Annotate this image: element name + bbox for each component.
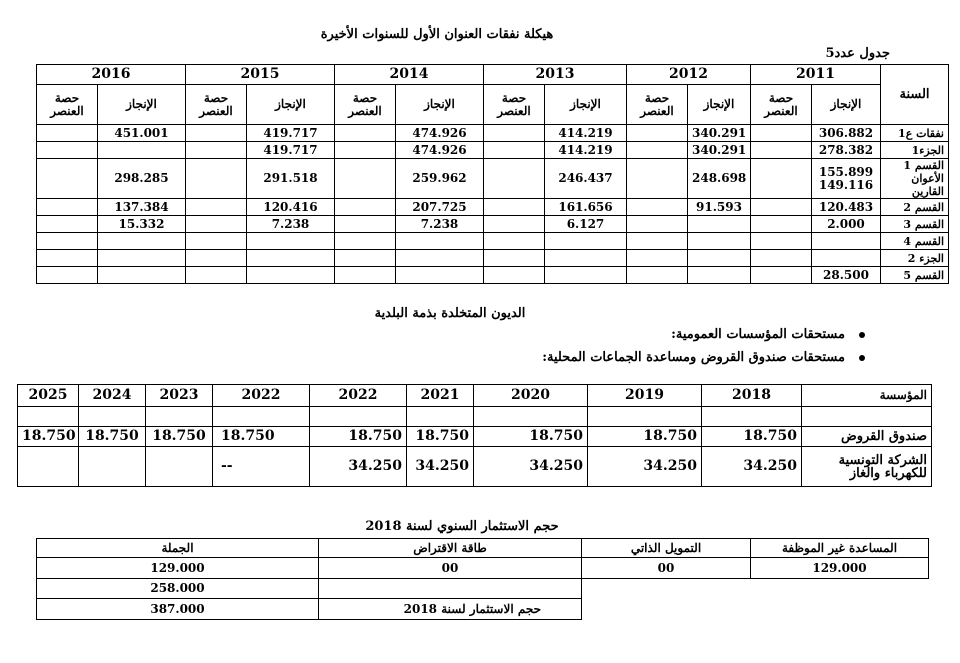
cell-achieve: 259.962	[396, 159, 484, 199]
cell-achieve: 340.291	[688, 125, 751, 142]
cell-value: 34.250	[474, 447, 588, 487]
bullet-loan-fund	[480, 350, 865, 365]
year-header: 2016	[37, 65, 186, 85]
cell-achieve	[98, 142, 186, 159]
cell-share	[627, 125, 688, 142]
cell-value: 34.250	[407, 447, 474, 487]
cell-value: --	[213, 447, 310, 487]
cell-share	[484, 159, 545, 199]
cell-share	[186, 250, 247, 267]
year-header: 2021	[407, 385, 474, 407]
cell-value	[18, 447, 79, 487]
col-share: حصة العنصر	[627, 85, 688, 125]
investment-table	[36, 538, 929, 620]
cell-achieve	[545, 267, 627, 284]
cell-value: 18.750	[588, 427, 702, 447]
cell-blank	[582, 599, 751, 620]
cell-share	[751, 199, 812, 216]
cell-achieve: 120.483	[812, 199, 881, 216]
cell-value: 129.000	[751, 558, 929, 579]
cell-value: 129.000	[37, 558, 319, 579]
cell-share	[37, 199, 98, 216]
table-row	[18, 407, 932, 427]
cell-value	[146, 447, 213, 487]
year-header: 2014	[335, 65, 484, 85]
table-caption: جدول عدد5	[825, 46, 890, 61]
cell-achieve: 419.717	[247, 125, 335, 142]
cell-share	[37, 142, 98, 159]
col-share: حصة العنصر	[335, 85, 396, 125]
cell-achieve	[812, 233, 881, 250]
col-share: حصة العنصر	[751, 85, 812, 125]
table-row	[37, 125, 949, 142]
cell-value: 18.750	[213, 427, 310, 447]
cell-value: 34.250	[310, 447, 407, 487]
cell-value	[588, 407, 702, 427]
cell-achieve	[98, 233, 186, 250]
cell-achieve	[545, 250, 627, 267]
cell-share	[335, 250, 396, 267]
cell-share	[335, 199, 396, 216]
cell-value: 34.250	[588, 447, 702, 487]
row-label: حجم الاستثمار لسنة 2018	[319, 599, 582, 620]
cell-share	[37, 233, 98, 250]
cell-blank	[751, 579, 929, 599]
cell-share	[751, 159, 812, 199]
col-achieve: الإنجاز	[812, 85, 881, 125]
row-label: الجزء 2	[881, 250, 949, 267]
col-achieve: الإنجاز	[247, 85, 335, 125]
table-row	[18, 447, 932, 487]
cell-achieve: 414.219	[545, 125, 627, 142]
cell-share	[186, 125, 247, 142]
header-borrowing: طاقة الاقتراض	[319, 539, 582, 558]
debts-table	[17, 384, 932, 487]
cell-achieve: 306.882	[812, 125, 881, 142]
cell-share	[484, 216, 545, 233]
cell-share	[627, 267, 688, 284]
cell-blank	[582, 579, 751, 599]
cell-share	[484, 267, 545, 284]
cell-achieve	[247, 267, 335, 284]
bullet-text: مستحقات صندوق القروض ومساعدة الجماعات المحلية:	[542, 350, 845, 365]
cell-achieve: 155.899 149.116	[812, 159, 881, 199]
cell-achieve: 414.219	[545, 142, 627, 159]
cell-achieve	[688, 250, 751, 267]
cell-share	[484, 250, 545, 267]
year-header: 2013	[484, 65, 627, 85]
cell-share	[186, 267, 247, 284]
cell-achieve	[396, 267, 484, 284]
cell-share	[484, 233, 545, 250]
row-label	[802, 407, 932, 427]
cell-achieve: 298.285	[98, 159, 186, 199]
table-row	[37, 142, 949, 159]
cell-share	[37, 250, 98, 267]
header-unassigned-aid: المساعدة غير الموظفة	[751, 539, 929, 558]
cell-achieve	[98, 250, 186, 267]
cell-achieve: 207.725	[396, 199, 484, 216]
cell-share	[751, 125, 812, 142]
cell-share	[751, 250, 812, 267]
cell-achieve: 28.500	[812, 267, 881, 284]
cell-share	[186, 233, 247, 250]
row-label: القسم 1 الأعوان القارين	[881, 159, 949, 199]
year-header: 2022	[213, 385, 310, 407]
cell-share	[186, 199, 247, 216]
cell-value	[79, 447, 146, 487]
cell-share	[627, 250, 688, 267]
bullet-text: مستحقات المؤسسات العمومية:	[671, 327, 845, 342]
cell-share	[186, 159, 247, 199]
row-label: القسم 2	[881, 199, 949, 216]
table-row	[18, 427, 932, 447]
cell-achieve: 7.238	[396, 216, 484, 233]
cell-value	[310, 407, 407, 427]
year-header: 2015	[186, 65, 335, 85]
row-label: الشركة التونسية للكهرباء والغاز	[802, 447, 932, 487]
year-header: 2019	[588, 385, 702, 407]
bullet-dot-icon	[859, 355, 865, 361]
year-header: 2018	[702, 385, 802, 407]
table-row	[37, 199, 949, 216]
expenses-table	[36, 64, 949, 284]
cell-share	[627, 142, 688, 159]
row-label: نفقات ع1	[881, 125, 949, 142]
row-label: القسم 5	[881, 267, 949, 284]
table-row	[37, 267, 949, 284]
header-total: الجملة	[37, 539, 319, 558]
year-header: 2020	[474, 385, 588, 407]
cell-value: 18.750	[702, 427, 802, 447]
header-row	[18, 385, 932, 407]
cell-blank	[751, 599, 929, 620]
cell-share	[335, 125, 396, 142]
cell-achieve: 291.518	[247, 159, 335, 199]
cell-achieve	[812, 250, 881, 267]
year-header: 2025	[18, 385, 79, 407]
cell-share	[37, 159, 98, 199]
cell-value: 18.750	[79, 427, 146, 447]
col-achieve: الإنجاز	[98, 85, 186, 125]
cell-share	[627, 159, 688, 199]
cell-achieve: 120.416	[247, 199, 335, 216]
cell-share	[186, 216, 247, 233]
bullet-dot-icon	[859, 332, 865, 338]
cell-share	[335, 216, 396, 233]
year-header: 2012	[627, 65, 751, 85]
cell-achieve: 246.437	[545, 159, 627, 199]
col-achieve: الإنجاز	[688, 85, 751, 125]
cell-achieve	[688, 216, 751, 233]
cell-share	[335, 159, 396, 199]
cell-value: 387.000	[37, 599, 319, 620]
cell-achieve: 137.384	[98, 199, 186, 216]
cell-value: 18.750	[18, 427, 79, 447]
row-label: الجزء1	[881, 142, 949, 159]
title-expenses-structure: هيكلة نفقات العنوان الأول للسنوات الأخيرة	[320, 27, 554, 42]
cell-achieve: 451.001	[98, 125, 186, 142]
cell-value: 00	[582, 558, 751, 579]
cell-share	[37, 125, 98, 142]
col-share: حصة العنصر	[37, 85, 98, 125]
cell-achieve: 474.926	[396, 125, 484, 142]
cell-share	[335, 142, 396, 159]
cell-value: 18.750	[407, 427, 474, 447]
cell-achieve: 419.717	[247, 142, 335, 159]
cell-share	[484, 142, 545, 159]
cell-achieve	[396, 233, 484, 250]
cell-share	[627, 199, 688, 216]
cell-achieve: 161.656	[545, 199, 627, 216]
cell-value	[146, 407, 213, 427]
cell-share	[484, 125, 545, 142]
cell-share	[186, 142, 247, 159]
cell-achieve: 2.000	[812, 216, 881, 233]
cell-value: 18.750	[146, 427, 213, 447]
cell-achieve: 248.698	[688, 159, 751, 199]
cell-achieve	[688, 233, 751, 250]
cell-value	[474, 407, 588, 427]
table-row	[37, 216, 949, 233]
cell-share	[751, 142, 812, 159]
cell-share	[751, 233, 812, 250]
cell-value	[18, 407, 79, 427]
cell-value	[407, 407, 474, 427]
row-label: القسم 4	[881, 233, 949, 250]
year-label: السنة	[881, 65, 949, 125]
cell-achieve	[688, 267, 751, 284]
cell-share	[627, 233, 688, 250]
cell-achieve: 340.291	[688, 142, 751, 159]
cell-value: 258.000	[37, 579, 319, 599]
cell-share	[335, 267, 396, 284]
table-row	[37, 159, 949, 199]
cell-achieve: 6.127	[545, 216, 627, 233]
year-header: 2022	[310, 385, 407, 407]
table-row	[37, 233, 949, 250]
header-self-financing: التمويل الذاتي	[582, 539, 751, 558]
year-header: 2024	[79, 385, 146, 407]
institution-label: المؤسسة	[802, 385, 932, 407]
title-debts: الديون المتخلدة بذمة البلدية	[374, 306, 526, 321]
cell-value: 34.250	[702, 447, 802, 487]
col-achieve: الإنجاز	[545, 85, 627, 125]
bullet-public-institutions	[560, 327, 865, 342]
cell-share	[37, 267, 98, 284]
cell-value: 00	[319, 558, 582, 579]
cell-achieve: 7.238	[247, 216, 335, 233]
cell-empty	[319, 579, 582, 599]
cell-achieve	[98, 267, 186, 284]
cell-achieve: 91.593	[688, 199, 751, 216]
cell-share	[335, 233, 396, 250]
cell-achieve	[247, 250, 335, 267]
cell-achieve: 278.382	[812, 142, 881, 159]
cell-value	[79, 407, 146, 427]
cell-achieve: 15.332	[98, 216, 186, 233]
cell-value: 18.750	[310, 427, 407, 447]
cell-share	[37, 216, 98, 233]
cell-value: 18.750	[474, 427, 588, 447]
cell-share	[484, 199, 545, 216]
cell-achieve	[247, 233, 335, 250]
cell-achieve	[545, 233, 627, 250]
title-investment: حجم الاستثمار السنوي لسنة 2018	[365, 519, 559, 534]
row-label: القسم 3	[881, 216, 949, 233]
row-label: صندوق القروض	[802, 427, 932, 447]
cell-share	[751, 216, 812, 233]
col-achieve: الإنجاز	[396, 85, 484, 125]
col-share: حصة العنصر	[484, 85, 545, 125]
cell-achieve: 474.926	[396, 142, 484, 159]
year-header: 2011	[751, 65, 881, 85]
cell-share	[627, 216, 688, 233]
cell-achieve	[396, 250, 484, 267]
table-row	[37, 250, 949, 267]
year-header: 2023	[146, 385, 213, 407]
cell-value	[213, 407, 310, 427]
cell-value	[702, 407, 802, 427]
cell-share	[751, 267, 812, 284]
col-share: حصة العنصر	[186, 85, 247, 125]
